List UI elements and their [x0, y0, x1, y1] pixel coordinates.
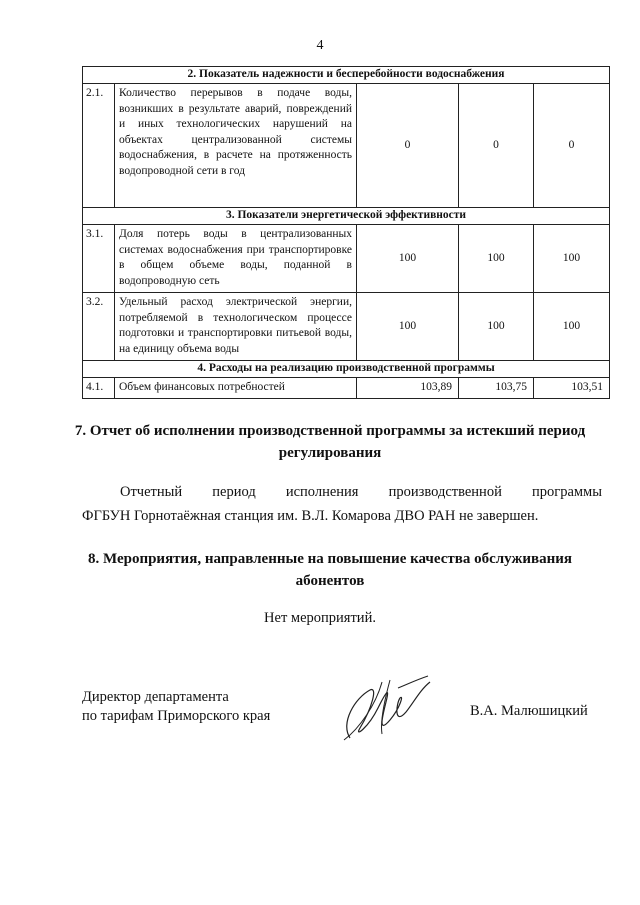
word: период	[212, 484, 256, 500]
row-description: Доля потерь воды в централизованных системах водоснабжения при транспортировке в общем объеме воды, поданной в водопроводную сеть	[115, 225, 357, 293]
section-header-row	[83, 361, 610, 378]
word: исполнения	[285, 484, 359, 500]
value-cell: 100	[459, 293, 534, 361]
row-description: Объем финансовых потребностей	[115, 378, 357, 399]
signatory-name: В.А. Малюшицкий	[470, 703, 588, 719]
section8-text: Нет мероприятий.	[264, 610, 376, 626]
section-title: 3. Показатели энергетической эффективности	[83, 208, 610, 225]
signatory-position	[82, 688, 270, 726]
value-cell: 100	[357, 293, 459, 361]
row-number: 3.1.	[83, 225, 115, 293]
page-number: 4	[316, 38, 324, 53]
paragraph-line: ФГБУН Горнотаёжная станция им. В.Л. Комарова ДВО РАН не завершен.	[82, 508, 539, 524]
position-line: по тарифам Приморского края	[82, 708, 271, 724]
word: Отчетный	[120, 484, 183, 500]
handwritten-signature	[320, 668, 440, 748]
value-cell: 0	[459, 84, 534, 208]
word: производственной	[388, 484, 502, 500]
value-cell: 100	[459, 225, 534, 293]
table-row	[83, 225, 610, 293]
value-cell: 103,89	[357, 378, 459, 399]
section7-heading: 7. Отчет об исполнении производственной программы за истекший период регулирования	[74, 423, 586, 461]
section8-heading: 8. Мероприятия, направленные на повышение качества обслуживания абонентов	[87, 551, 572, 589]
table-row	[83, 293, 610, 361]
section-header-row	[83, 208, 610, 225]
row-number: 2.1.	[83, 84, 115, 208]
row-number: 4.1.	[83, 378, 115, 399]
section-title: 2. Показатель надежности и бесперебойности водоснабжения	[83, 67, 610, 84]
word: программы	[531, 484, 602, 500]
value-cell: 100	[534, 293, 610, 361]
section7-paragraph	[82, 480, 602, 528]
value-cell: 0	[357, 84, 459, 208]
value-cell: 103,51	[534, 378, 610, 399]
table-row	[83, 84, 610, 208]
table-row	[83, 378, 610, 399]
row-description: Количество перерывов в подаче воды, возникших в результате аварий, повреждений и иных технологических нарушений на объектах централизованной системы водоснабжения, в расчете на протяженность водопроводной сети в год	[115, 84, 357, 208]
row-description: Удельный расход электрической энергии, потребляемой в технологическом процессе подготовки и транспортировки питьевой воды, на единицу объема воды	[115, 293, 357, 361]
value-cell: 100	[534, 225, 610, 293]
position-line: Директор департамента	[82, 689, 229, 705]
value-cell: 103,75	[459, 378, 534, 399]
value-cell: 100	[357, 225, 459, 293]
row-number: 3.2.	[83, 293, 115, 361]
section-title: 4. Расходы на реализацию производственной программы	[83, 361, 610, 378]
indicators-table	[82, 66, 610, 399]
value-cell: 0	[534, 84, 610, 208]
section-header-row	[83, 67, 610, 84]
